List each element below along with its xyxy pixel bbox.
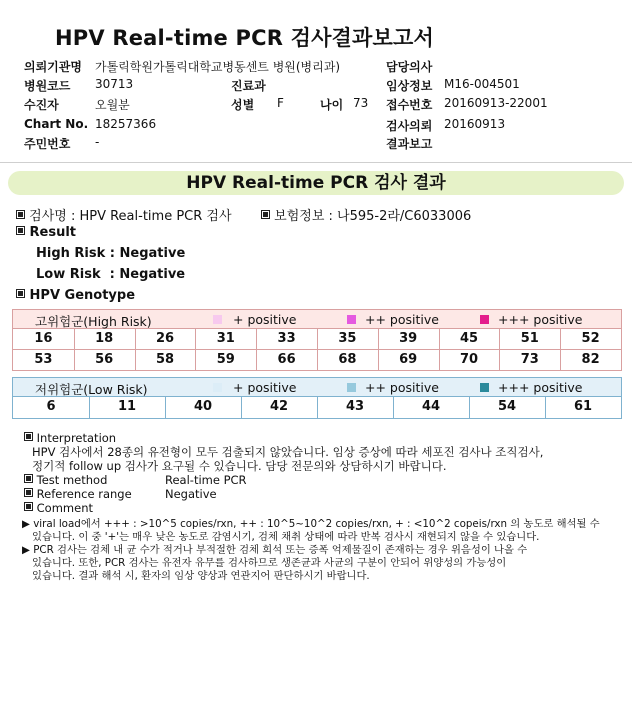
age-label: 나이	[320, 98, 344, 112]
high-risk-genotype-cell: 66	[277, 352, 296, 367]
sex-label: 성별	[231, 98, 255, 112]
low-risk-genotype-cell: 11	[117, 399, 137, 414]
bullet-square-icon	[16, 226, 25, 235]
cell-divider	[195, 329, 196, 350]
info-row-2	[24, 77, 624, 95]
cell-divider	[195, 350, 196, 371]
high-risk-genotype-cell: 69	[399, 352, 418, 367]
high-risk-genotype-cell: 68	[338, 352, 357, 367]
info-row-1	[24, 58, 624, 76]
bullet-square-icon	[16, 289, 25, 298]
test-name-text: 검사명 : HPV Real-time PCR 검사	[29, 209, 232, 224]
patient-value: 오월분	[95, 98, 130, 112]
cell-divider	[469, 397, 470, 418]
cell-divider	[74, 329, 75, 350]
interpretation-text-2: 정기적 follow up 검사가 요구될 수 있습니다. 담당 전문의와 상담하시기 바랍니다.	[32, 459, 447, 473]
low-risk-genotype-cell: 42	[269, 399, 289, 414]
high-risk-title: 고위험군(High Risk)	[35, 314, 152, 329]
cell-divider	[256, 350, 257, 371]
legend-positive-2: ++ positive	[365, 312, 439, 327]
hospital-code-value: 30713	[95, 77, 134, 91]
low-risk-table	[12, 377, 622, 419]
high-risk-genotype-cell: 82	[581, 352, 600, 367]
institution-label: 의뢰기관명	[24, 60, 82, 74]
reference-range-row	[24, 488, 132, 501]
high-risk-genotype-cell: 70	[459, 352, 479, 367]
low-risk-grid	[12, 397, 622, 419]
test-method-label: Test method	[36, 473, 108, 487]
positive-3-swatch	[480, 383, 489, 392]
high-risk-genotype-cell: 52	[581, 331, 600, 346]
bullet-square-icon	[24, 488, 33, 497]
high-risk-value: Negative	[119, 246, 186, 261]
high-risk-genotype-cell: 51	[520, 331, 539, 346]
high-risk-genotype-cell: 31	[216, 331, 235, 346]
test-request-label: 검사의뢰	[386, 119, 433, 133]
high-risk-genotype-cell: 56	[95, 352, 114, 367]
high-risk-genotype-cell: 53	[34, 352, 53, 367]
high-risk-genotype-cell: 73	[520, 352, 539, 367]
high-risk-genotype-cell: 45	[459, 331, 479, 346]
info-row-4	[24, 117, 624, 135]
reference-range-label: Reference range	[36, 487, 132, 501]
chart-no-label: Chart No.	[24, 117, 89, 131]
chart-no-value: 18257366	[95, 117, 157, 131]
reference-range-value: Negative	[165, 487, 217, 501]
result-banner	[8, 171, 624, 195]
result-report-label: 결과보고	[386, 137, 433, 151]
resident-no-value: -	[95, 135, 100, 149]
cell-divider	[560, 329, 561, 350]
interpretation-heading-text: Interpretation	[36, 431, 117, 445]
cell-divider	[560, 350, 561, 371]
report-title: HPV Real-time PCR 검사결과보고서	[55, 26, 434, 50]
patient-label: 수진자	[24, 98, 59, 112]
divider	[0, 162, 632, 163]
test-method-value: Real-time PCR	[165, 473, 247, 487]
high-risk-genotype-cell: 26	[155, 331, 175, 346]
cell-divider	[317, 397, 318, 418]
legend-positive-3: +++ positive	[498, 312, 583, 327]
patient-info-section	[24, 58, 624, 154]
positive-2-swatch	[347, 383, 356, 392]
cell-divider	[499, 329, 500, 350]
row-divider	[13, 349, 621, 350]
cell-divider	[256, 329, 257, 350]
result-heading	[16, 225, 76, 240]
test-name-line	[16, 205, 232, 224]
low-risk-table-header	[12, 377, 622, 397]
doctor-label: 담당의사	[386, 60, 433, 74]
high-risk-grid	[12, 329, 622, 371]
receipt-value: 20160913-22001	[444, 96, 548, 110]
low-risk-genotype-cell: 40	[193, 399, 213, 414]
insurance-text: 보험정보 : 나595-2라/C6033006	[274, 209, 472, 224]
comment-2c: 있습니다. 결과 해석 시, 환자의 임상 양상과 연관지어 판단하시기 바랍니다.	[32, 570, 370, 582]
high-risk-genotype-cell: 18	[95, 331, 114, 346]
positive-2-swatch	[347, 315, 356, 324]
test-request-value: 20160913	[444, 117, 506, 131]
low-risk-value: Negative	[119, 267, 186, 282]
cell-divider	[74, 350, 75, 371]
high-risk-genotype-cell: 58	[155, 352, 175, 367]
insurance-line	[261, 205, 471, 224]
comment-heading	[24, 502, 93, 515]
low-risk-genotype-cell: 6	[46, 399, 56, 414]
bullet-square-icon	[24, 432, 33, 441]
high-risk-genotype-cell: 33	[277, 331, 296, 346]
legend-positive-3: +++ positive	[498, 380, 583, 395]
cell-divider	[545, 397, 546, 418]
cell-divider	[393, 397, 394, 418]
banner-title: HPV Real-time PCR 검사 결과	[186, 173, 446, 193]
high-risk-table-header	[12, 309, 622, 329]
cell-divider	[499, 350, 500, 371]
comment-heading-text: Comment	[36, 501, 93, 515]
high-risk-label: High Risk :	[36, 246, 115, 261]
interpretation-heading	[24, 432, 116, 445]
bullet-square-icon	[261, 210, 270, 219]
clinical-info-value: M16-004501	[444, 77, 520, 91]
age-value: 73	[353, 96, 369, 110]
result-heading-text: Result	[29, 225, 77, 240]
institution-value: 가톨릭학원가톨릭대학교병동센트 병원(병리과)	[95, 60, 341, 74]
comment-2b: 있습니다. 또한, PCR 검사는 유전자 유무를 검사하므로 생존균과 사균의 구분이 안되어 위양성의 가능성이	[32, 557, 507, 569]
high-risk-result	[36, 246, 185, 261]
legend-positive: + positive	[233, 312, 297, 327]
low-risk-result	[36, 267, 185, 282]
cell-divider	[439, 329, 440, 350]
low-risk-genotype-cell: 61	[573, 399, 593, 414]
cell-divider	[439, 350, 440, 371]
high-risk-genotype-cell: 59	[216, 352, 235, 367]
clinical-info-label: 임상정보	[386, 79, 433, 93]
low-risk-label: Low Risk :	[36, 267, 115, 282]
bullet-square-icon	[24, 474, 33, 483]
bullet-square-icon	[24, 502, 33, 511]
legend-positive: + positive	[233, 380, 297, 395]
cell-divider	[378, 350, 379, 371]
comment-2a: ▶ PCR 검사는 검체 내 균 수가 적거나 부적절한 검체 희석 또는 증폭 억제물질이 존재하는 경우 위음성이 나올 수	[22, 544, 528, 556]
info-row-3	[24, 96, 624, 114]
cell-divider	[241, 397, 242, 418]
comment-1b: 있습니다. 이 중 '+'는 매우 낮은 농도로 감염시기, 검체 채취 상태에 따라 반복 검사시 재현되지 않을 수 있습니다.	[32, 531, 540, 543]
bullet-square-icon	[16, 210, 25, 219]
department-label: 진료과	[231, 79, 266, 93]
cell-divider	[165, 397, 166, 418]
high-risk-table	[12, 309, 622, 371]
cell-divider	[378, 329, 379, 350]
low-risk-genotype-cell: 44	[421, 399, 441, 414]
receipt-label: 접수번호	[386, 98, 433, 112]
hospital-code-label: 병원코드	[24, 79, 71, 93]
positive-swatch	[213, 315, 222, 324]
sex-value: F	[277, 96, 284, 110]
positive-3-swatch	[480, 315, 489, 324]
legend-positive-2: ++ positive	[365, 380, 439, 395]
test-method-row	[24, 474, 107, 487]
interpretation-section	[16, 428, 624, 704]
genotype-heading-text: HPV Genotype	[29, 288, 136, 303]
low-risk-title: 저위험군(Low Risk)	[35, 382, 148, 397]
resident-no-label: 주민번호	[24, 137, 71, 151]
cell-divider	[135, 350, 136, 371]
cell-divider	[317, 329, 318, 350]
low-risk-genotype-cell: 54	[497, 399, 517, 414]
interpretation-text-1: HPV 검사에서 28종의 유전형이 모두 검출되지 않았습니다. 임상 증상에 따라 세포진 검사나 조직검사,	[32, 445, 544, 459]
low-risk-genotype-cell: 43	[345, 399, 365, 414]
genotype-heading	[16, 288, 135, 303]
high-risk-genotype-cell: 35	[338, 331, 357, 346]
cell-divider	[317, 350, 318, 371]
positive-swatch	[213, 383, 222, 392]
cell-divider	[135, 329, 136, 350]
high-risk-genotype-cell: 16	[34, 331, 53, 346]
cell-divider	[89, 397, 90, 418]
high-risk-genotype-cell: 39	[399, 331, 418, 346]
info-row-5	[24, 135, 624, 153]
comment-1a: ▶ viral load에서 +++ : >10^5 copies/rxn, ++ : 10^5~10^2 copies/rxn, + : <10^2 copeis/rxn 의 농도로 해석될 수	[22, 518, 600, 530]
